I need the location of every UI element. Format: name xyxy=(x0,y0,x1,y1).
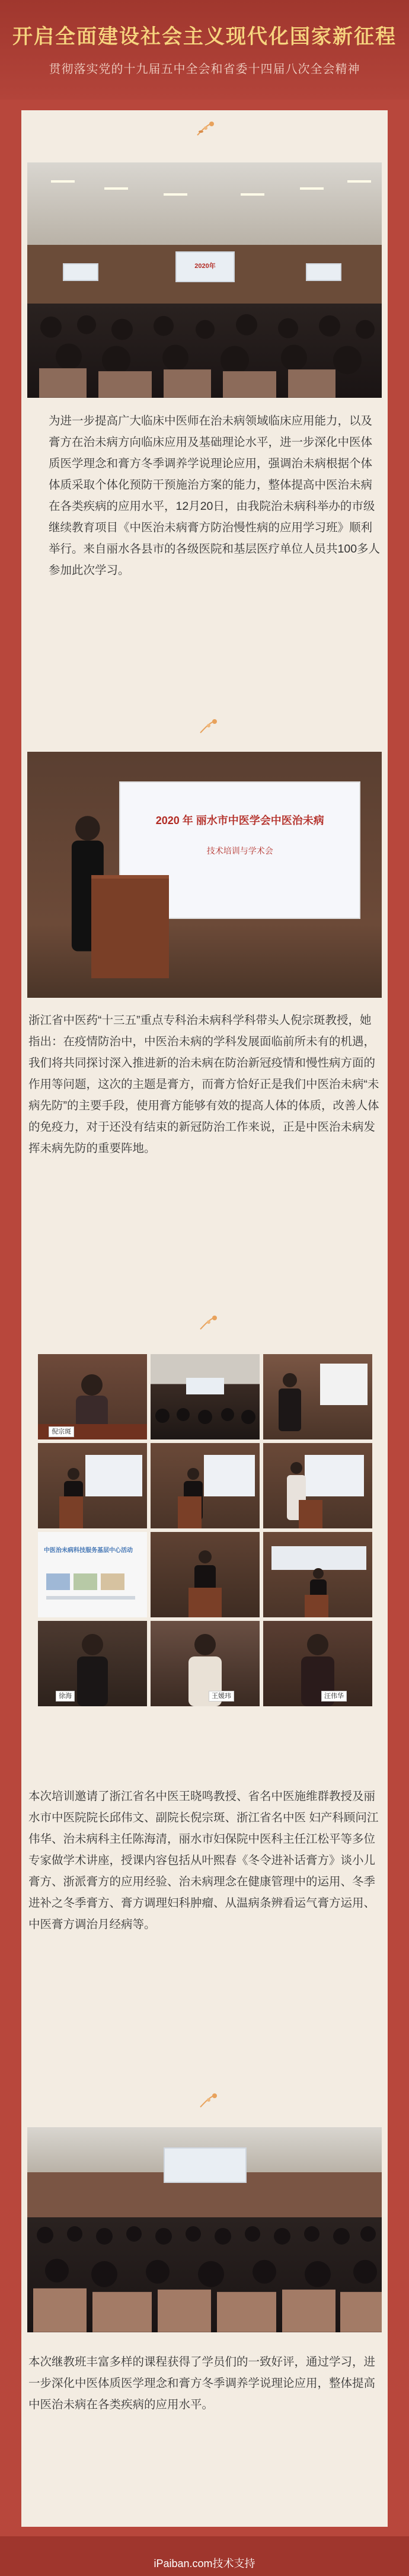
flower-ornament-icon xyxy=(194,121,215,138)
grid-photo xyxy=(151,1621,260,1706)
screen-text: 2020年 xyxy=(194,263,216,270)
name-card: 徐海 xyxy=(56,1691,75,1702)
paragraph-intro xyxy=(49,410,381,670)
name-card: 倪宗斑 xyxy=(49,1426,74,1437)
grid-photo xyxy=(151,1443,260,1528)
name-card: 汪伟华 xyxy=(321,1691,347,1702)
ceiling xyxy=(27,162,382,245)
paragraph-professor-ni xyxy=(28,1010,381,1249)
slide-title: 中医治未病科技服务基层中心活动 xyxy=(44,1547,133,1554)
grid-photo xyxy=(38,1621,147,1706)
grid-photo xyxy=(263,1354,372,1439)
grid-photo xyxy=(38,1443,147,1528)
speaker-podium-photo xyxy=(27,752,382,998)
side-screen-left xyxy=(63,263,98,281)
paragraph-text: 为进一步提高广大临床中医师在治未病领域临床应用能力，以及膏方在治未病方向临床应用及基础理论水平，进一步深化中医体质医学理念和膏方冬季调养学说理论应用，强调治未病根据个体体质采取个体化预防干预施治方案的能力，整体提高中医治未病在各类疾病的应用水平，12月20日，由我院治未病科举办的市级继续教育项目《中医治未病膏方防治慢性病的应用学习班》顺利举行。来自丽水各县市的各级医院和基层医疗单位人员共100多人参加此次学习。 xyxy=(49,414,381,577)
screen-subtitle: 技术培训与学术会 xyxy=(206,845,273,856)
audience xyxy=(27,2217,382,2332)
paragraph-conclusion xyxy=(28,2351,381,2447)
flower-ornament-icon xyxy=(197,2093,218,2109)
footer-credit: iPaiban.com技术支持 xyxy=(154,2558,255,2569)
name-card: 王媛玮 xyxy=(209,1691,234,1702)
screen-title: 2020 年 丽水市中医学会中医治未病 xyxy=(155,815,324,827)
lecture-hall-photo xyxy=(27,162,382,398)
stage xyxy=(27,752,382,998)
header-banner xyxy=(0,0,409,100)
podium xyxy=(91,875,170,978)
grid-photo xyxy=(263,1532,372,1617)
paragraph-speakers xyxy=(28,1786,381,2025)
grid-photo xyxy=(263,1443,372,1528)
paragraph-text: 本次培训邀请了浙江省名中医王晓鸣教授、省名中医施维群教授及丽水市中医院院长邱伟文、副院长倪宗斑、浙江省名中医 妇产科顾问江伟华、治未病科主任陈海清，丽水市妇保院中医科主任江松平等多位专家做学术讲座，授课内容包括从叶熙春《冬令进补话膏方》谈小儿膏方、浙派膏方的应用经验、治未病理念在健康管理中的运用、冬季进补之冬季膏方、膏方调理妇科肿瘤、从温病条辨看运气膏方运用、中医膏方调治月经病等。 xyxy=(28,1790,379,1931)
grid-photo xyxy=(263,1621,372,1706)
projector-screen xyxy=(164,2147,247,2183)
grid-photo xyxy=(151,1532,260,1617)
paragraph-text: 本次继教班丰富多样的课程获得了学员们的一致好评，通过学习，进一步深化中医体质医学理念和膏方冬季调养学说理论应用，整体提高中医治未病在各类疾病的应用水平。 xyxy=(28,2355,376,2411)
projector-screen xyxy=(175,251,235,282)
flower-ornament-icon xyxy=(197,719,218,735)
audience-photo xyxy=(27,2127,382,2332)
grid-photo xyxy=(38,1532,147,1617)
side-screen-right xyxy=(306,263,341,281)
audience xyxy=(27,304,382,398)
paragraph-text: 浙江省中医药“十三五”重点专科治未病科学科带头人倪宗斑教授，她指出：在疫情防治中，中医治未病的学科发展面临前所未有的机遇，我们将共同探讨深入推进新的治未病在防治新冠疫情和慢性病方面的作用等问题，这次的主题是膏方，而膏方恰好正是我们中医治未病“未病先防”的主要手段，使用膏方能够有效的提高人体的体质，改善人体的免疫力，对于还没有结束的新冠防治工作来说，正是中医治未病发挥未病先防的重要阵地。 xyxy=(28,1014,379,1155)
flower-ornament-icon xyxy=(197,1315,218,1332)
page-subtitle: 贯彻落实党的十九届五中全会和省委十四届八次全会精神 xyxy=(49,63,360,76)
grid-photo xyxy=(151,1354,260,1439)
page-title: 开启全面建设社会主义现代化国家新征程 xyxy=(12,25,397,49)
grid-photo xyxy=(38,1354,147,1439)
